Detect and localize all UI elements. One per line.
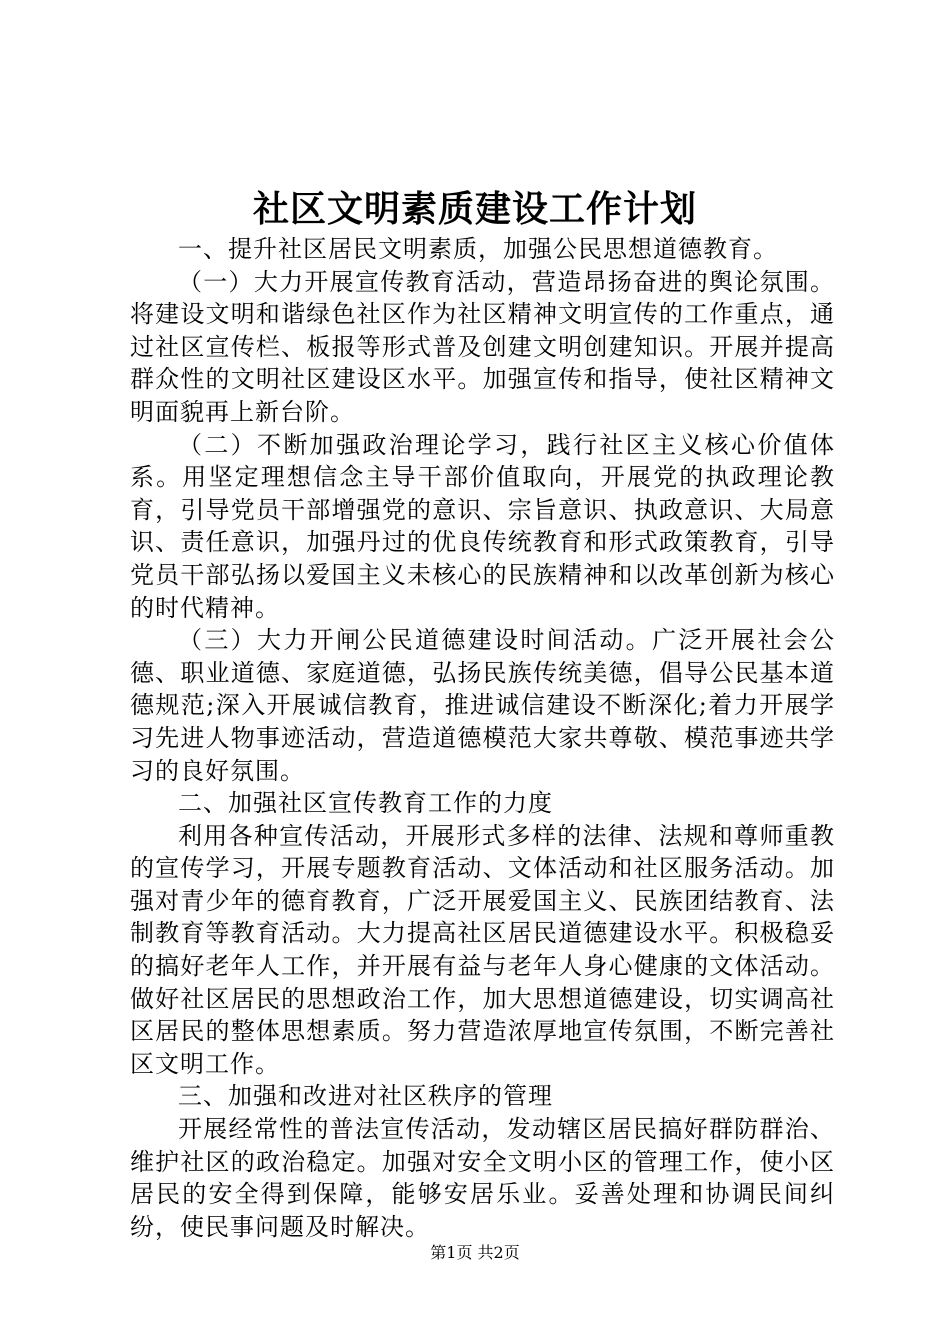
paragraph-1-3: （三）大力开闸公民道德建设时间活动。广泛开展社会公德、职业道德、家庭道德，弘扬民族传统美德，倡导公民基本道德规范;深入开展诚信教育，推进诚信建设不断深化;着力开展学习先进人物事迹活动，营造道德模范大家共尊敬、模范事迹共学习的良好氛围。: [130, 626, 835, 785]
paragraph-2-1: 利用各种宣传活动，开展形式多样的法律、法规和尊师重教的宣传学习，开展专题教育活动、文体活动和社区服务活动。加强对青少年的德育教育，广泛开展爱国主义、民族团结教育、法制教育等教育活动。大力提高社区居民道德建设水平。积极稳妥的搞好老年人工作，并开展有益与老年人身心健康的文体活动。做好社区居民的思想政治工作，加大思想道德建设，切实调高社区居民的整体思想素质。努力营造浓厚地宣传氛围，不断完善社区文明工作。: [130, 821, 835, 1078]
section-heading-2: 二、加强社区宣传教育工作的力度: [178, 789, 553, 818]
section-heading-1: 一、提升社区居民文明素质，加强公民思想道德教育。: [178, 235, 778, 263]
document-body: [130, 233, 835, 1243]
document-title: 社区文明素质建设工作计划: [252, 188, 697, 230]
paragraph-1-2: （二）不断加强政治理论学习，践行社区主义核心价值体系。用坚定理想信念主导干部价值取向，开展党的执政理论教育，引导党员干部增强党的意识、宗旨意识、执政意识、大局意识、责任意识，加强丹过的优良传统教育和形式政策教育，引导党员干部弘扬以爱国主义未核心的民族精神和以改革创新为核心的时代精神。: [130, 430, 835, 622]
paragraph-1-1: （一）大力开展宣传教育活动，营造昂扬奋进的舆论氛围。将建设文明和谐绿色社区作为社区精神文明宣传的工作重点，通过社区宣传栏、板报等形式普及创建文明创建知识。开展并提高群众性的文明社区建设区水平。加强宣传和指导，使社区精神文明面貌再上新台阶。: [130, 267, 835, 426]
section-heading-3: 三、加强和改进对社区秩序的管理: [178, 1082, 553, 1111]
page-number: 第1页 共2页: [430, 1243, 520, 1262]
paragraph-3-1: 开展经常性的普法宣传活动，发动辖区居民搞好群防群治、维护社区的政治稳定。加强对安全文明小区的管理工作，使小区居民的安全得到保障，能够安居乐业。妥善处理和协调民间纠纷，使民事问题及时解决。: [130, 1115, 835, 1241]
